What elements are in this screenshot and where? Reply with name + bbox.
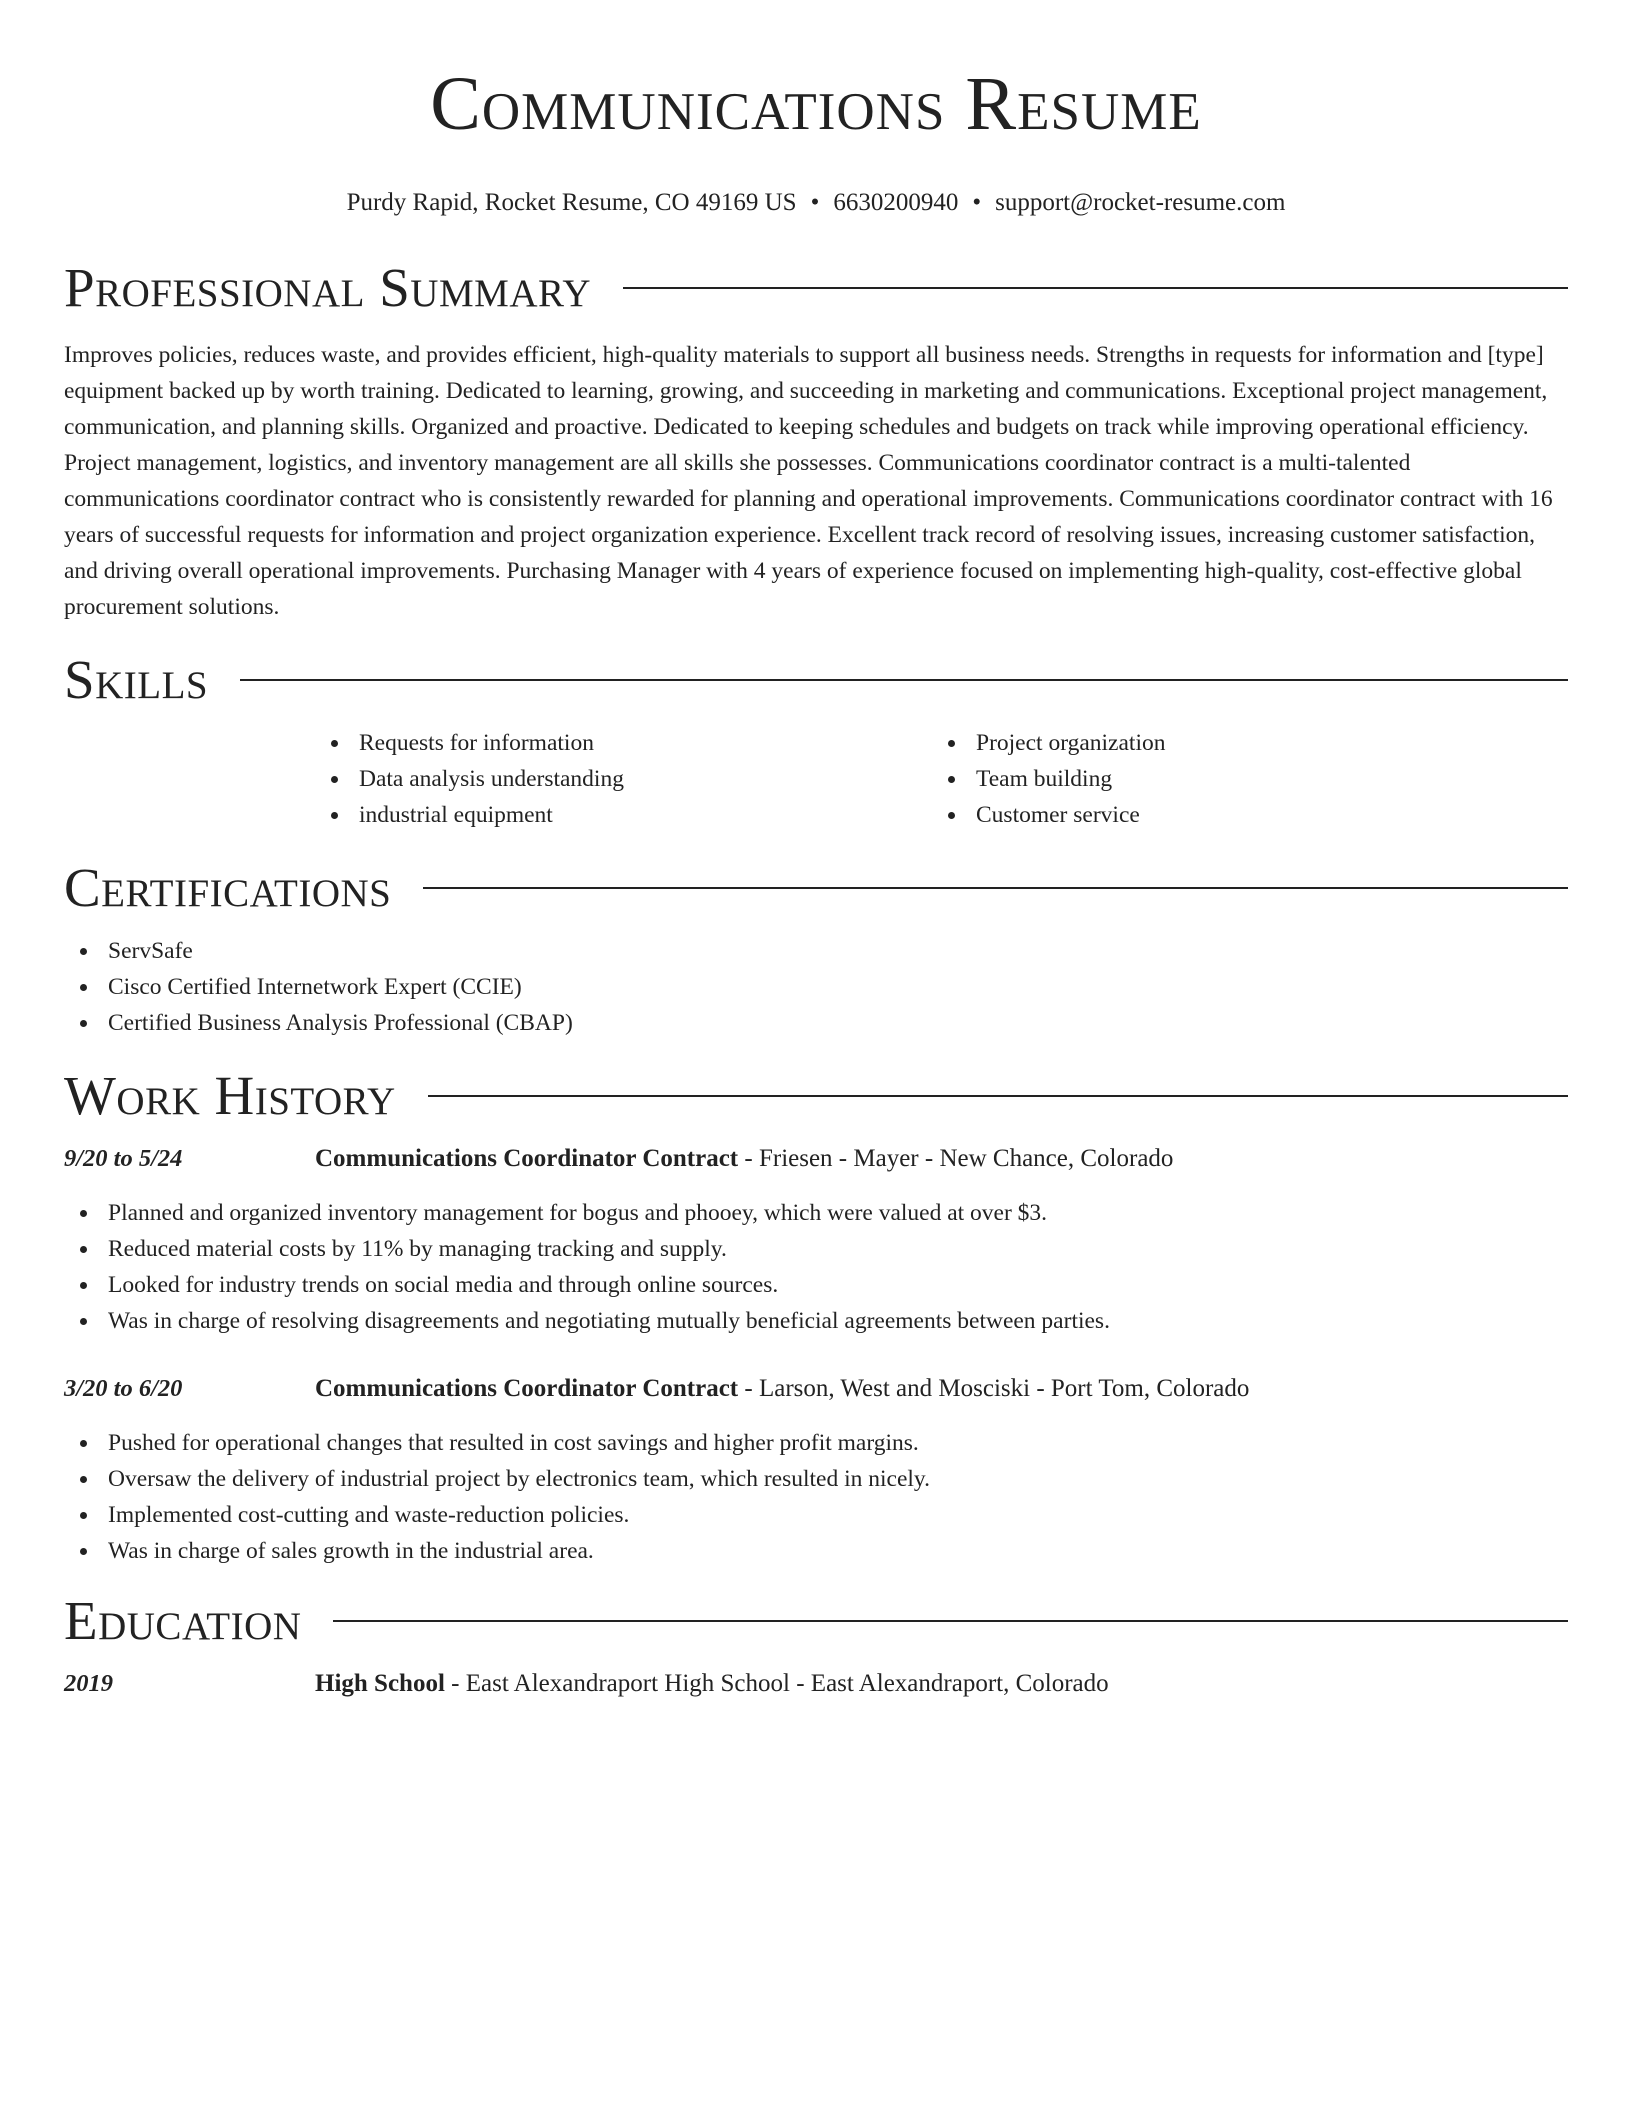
contact-line	[64, 186, 1568, 220]
skill-item: Data analysis understanding	[315, 761, 932, 797]
certification-item: Cisco Certified Internetwork Expert (CCIE)	[64, 969, 1568, 1005]
work-history-heading-row	[64, 1066, 1568, 1126]
skills-heading: Skills	[64, 649, 209, 710]
education-heading: Education	[64, 1590, 302, 1651]
contact-separator: •	[972, 189, 982, 216]
job-dates: 3/20 to 6/20	[64, 1375, 183, 1402]
contact-phone: 6630200940	[833, 189, 959, 216]
job-entry	[64, 1141, 1568, 1339]
job-bullet: Looked for industry trends on social media and through online sources.	[64, 1267, 1568, 1303]
summary-text: Improves policies, reduces waste, and provides efficient, high-quality materials to support all business needs. Strengths in requests for information and [type] equipment backed up by worth training. Dedicated to learning, growing, and succeeding in marketing and communications. Exceptional project management, communication, and planning skills. Organized and proactive. Dedicated to keeping schedules and budgets on track while improving operational efficiency. Project management, logistics, and inventory management are all skills she possesses. Communications coordinator contract is a multi-talented communications coordinator contract who is consistently rewarded for planning and operational improvements. Communications coordinator contract with 16 years of successful requests for information and project organization experience. Excellent track record of resolving issues, increasing customer satisfaction, and driving overall operational improvements. Purchasing Manager with 4 years of experience focused on implementing high-quality, cost-effective global procurement solutions.	[64, 342, 1553, 620]
job-header	[64, 1141, 1568, 1177]
education-heading-line	[315, 1666, 1109, 1702]
job-bullets	[64, 1425, 1568, 1569]
job-header	[64, 1371, 1568, 1407]
skills-right-list	[932, 725, 1549, 833]
education-school: - East Alexandraport High School - East Alexandraport, Colorado	[444, 1670, 1109, 1697]
certifications-heading: Certifications	[64, 857, 392, 918]
work-history-heading: Work History	[64, 1065, 396, 1126]
contact-email: support@rocket-resume.com	[995, 189, 1286, 216]
skills-grid	[315, 725, 1568, 833]
education-heading-row	[64, 1591, 1568, 1651]
education-year: 2019	[64, 1670, 113, 1697]
job-company: - Larson, West and Mosciski - Port Tom, Colorado	[738, 1375, 1250, 1402]
job-heading	[315, 1141, 1173, 1177]
job-bullets	[64, 1195, 1568, 1339]
job-title: Communications Coordinator Contract	[315, 1145, 739, 1172]
certifications-heading-row	[64, 858, 1568, 918]
job-heading	[315, 1371, 1249, 1407]
education-entry	[64, 1666, 1568, 1702]
certifications-section	[64, 858, 1568, 1041]
summary-heading: Professional Summary	[64, 257, 592, 318]
job-company: - Friesen - Mayer - New Chance, Colorado	[738, 1145, 1174, 1172]
job-bullet: Pushed for operational changes that resulted in cost savings and higher profit margins.	[64, 1425, 1568, 1461]
skills-section	[64, 650, 1568, 833]
contact-address: Purdy Rapid, Rocket Resume, CO 49169 US	[346, 189, 797, 216]
job-title: Communications Coordinator Contract	[315, 1375, 739, 1402]
skill-item: Customer service	[932, 797, 1549, 833]
skill-item: Requests for information	[315, 725, 932, 761]
resume-title: Communications Resume	[430, 62, 1202, 146]
job-bullet: Was in charge of sales growth in the industrial area.	[64, 1533, 1568, 1569]
skills-heading-row	[64, 650, 1568, 710]
skill-item: Project organization	[932, 725, 1549, 761]
summary-section	[64, 258, 1568, 625]
section-divider	[240, 679, 1568, 681]
summary-heading-row	[64, 258, 1568, 318]
contact-separator: •	[810, 189, 820, 216]
job-bullet: Oversaw the delivery of industrial project by electronics team, which resulted in nicely.	[64, 1461, 1568, 1497]
certifications-list	[64, 933, 1568, 1041]
job-dates: 9/20 to 5/24	[64, 1145, 183, 1172]
education-section	[64, 1591, 1568, 1702]
section-divider	[428, 1095, 1568, 1097]
job-bullet: Reduced material costs by 11% by managing tracking and supply.	[64, 1231, 1568, 1267]
work-history-section	[64, 1066, 1568, 1569]
job-bullet: Was in charge of resolving disagreements and negotiating mutually beneficial agreements between parties.	[64, 1303, 1568, 1339]
section-divider	[623, 287, 1568, 289]
certification-item: ServSafe	[64, 933, 1568, 969]
skills-left-list	[315, 725, 932, 833]
certification-item: Certified Business Analysis Professional (CBAP)	[64, 1005, 1568, 1041]
skill-item: Team building	[932, 761, 1549, 797]
section-divider	[423, 887, 1568, 889]
job-bullet: Implemented cost-cutting and waste-reduction policies.	[64, 1497, 1568, 1533]
job-bullet: Planned and organized inventory management for bogus and phooey, which were valued at over $3.	[64, 1195, 1568, 1231]
education-degree: High School	[315, 1670, 445, 1697]
section-divider	[333, 1620, 1568, 1622]
skill-item: industrial equipment	[315, 797, 932, 833]
job-entry	[64, 1371, 1568, 1569]
